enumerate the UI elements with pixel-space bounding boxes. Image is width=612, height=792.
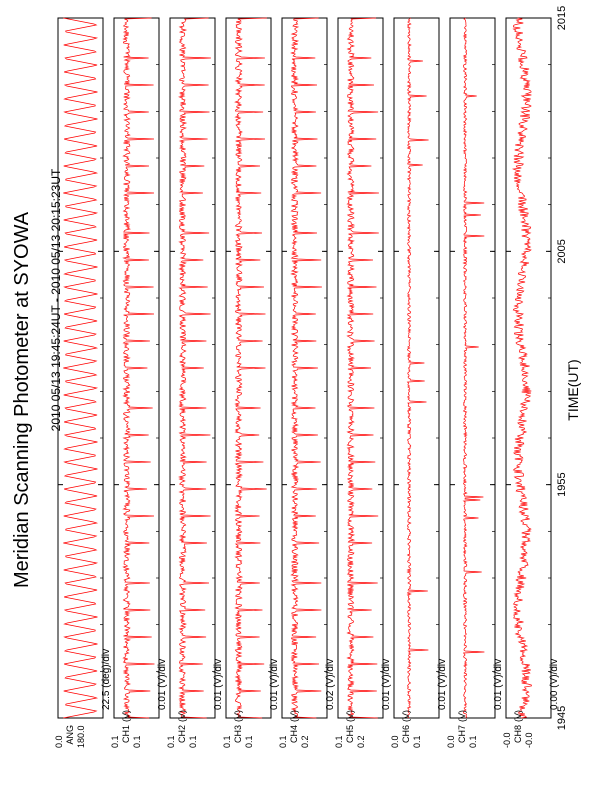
scale-label-ang: 22.5 (deg)/div bbox=[101, 648, 112, 710]
panel-ch7 bbox=[450, 18, 495, 718]
tick-bottom-ch1: 0.1 bbox=[110, 735, 120, 748]
panel-ch2 bbox=[170, 18, 215, 718]
panel-frame bbox=[170, 18, 215, 718]
tick-bottom-ch4: 0.1 bbox=[278, 735, 288, 748]
trace-ch8 bbox=[513, 18, 531, 718]
tick-top-ch4: 0.2 bbox=[300, 735, 310, 748]
channel-name-ang: ANG bbox=[65, 725, 75, 745]
panel-frame bbox=[338, 18, 383, 718]
trace-ch2 bbox=[179, 18, 211, 718]
trace-ch3 bbox=[235, 18, 267, 718]
scale-label-ch5: 0.01 (V)/div bbox=[381, 658, 392, 710]
channel-name-ch5: CH5 bbox=[345, 725, 355, 744]
channel-name-ch4: CH4 bbox=[289, 725, 299, 744]
channel-name-ch3: CH3 bbox=[233, 725, 243, 744]
x-tick-label-2015: 2015 bbox=[556, 5, 568, 31]
x-axis-label: TIME(UT) bbox=[565, 359, 581, 421]
tick-top-ch3: 0.1 bbox=[244, 735, 254, 748]
tick-top-ch5: 0.2 bbox=[356, 735, 366, 748]
tick-bottom-ch7: 0.0 bbox=[446, 735, 456, 748]
tick-top-ch8: -0.0 bbox=[524, 732, 534, 748]
scale-label-ch3: 0.01 (V)/div bbox=[269, 658, 280, 710]
time-range-label: 2010 05/13 19:45:24UT - 2010 05/13 20:15:23UT bbox=[49, 168, 63, 432]
panel-ch5 bbox=[338, 18, 383, 718]
trace-ang bbox=[63, 18, 97, 718]
trace-ch4 bbox=[291, 18, 322, 718]
panel-ch6 bbox=[394, 18, 439, 718]
channel-unit: (V) bbox=[289, 710, 299, 722]
panel-ch4 bbox=[282, 18, 327, 718]
panel-ch8 bbox=[506, 18, 551, 718]
tick-bottom-ang: 0.0 bbox=[54, 735, 64, 748]
tick-bottom-ch3: 0.1 bbox=[222, 735, 232, 748]
channel-name-ch2: CH2 bbox=[177, 725, 187, 744]
scale-label-ch2: 0.01 (V)/div bbox=[213, 658, 224, 710]
x-tick-label-1945: 1945 bbox=[556, 705, 568, 731]
channel-unit: (V) bbox=[177, 710, 187, 722]
chart-title: Meridian Scanning Photometer at SYOWA bbox=[11, 211, 33, 589]
panel-frame bbox=[394, 18, 439, 718]
scale-label-ch4: 0.02 (V)/div bbox=[325, 658, 336, 710]
tick-top-ang: 180.0 bbox=[76, 725, 86, 748]
trace-ch5 bbox=[347, 18, 379, 718]
channel-unit: (V) bbox=[121, 710, 131, 722]
panel-ang bbox=[58, 18, 103, 718]
channel-unit: (V) bbox=[233, 710, 243, 722]
channel-name-ch7: CH7 bbox=[457, 725, 467, 744]
tick-bottom-ch2: 0.1 bbox=[166, 735, 176, 748]
trace-ch7 bbox=[464, 18, 485, 718]
scale-label-ch8: 0.00 (V)/div bbox=[549, 658, 560, 710]
tick-bottom-ch6: 0.0 bbox=[390, 735, 400, 748]
scale-label-ch7: 0.01 (V)/div bbox=[493, 658, 504, 710]
tick-top-ch7: 0.1 bbox=[468, 735, 478, 748]
panel-ch3 bbox=[226, 18, 271, 718]
tick-top-ch2: 0.1 bbox=[188, 735, 198, 748]
channel-name-ch8: CH8 bbox=[513, 725, 523, 744]
trace-ch6 bbox=[408, 18, 429, 718]
panel-ch1 bbox=[114, 18, 159, 718]
trace-ch1 bbox=[123, 18, 154, 718]
channel-unit: (V) bbox=[457, 710, 467, 722]
tick-top-ch6: 0.1 bbox=[412, 735, 422, 748]
panel-frame bbox=[282, 18, 327, 718]
channel-name-ch6: CH6 bbox=[401, 725, 411, 744]
channel-name-ch1: CH1 bbox=[121, 725, 131, 744]
tick-top-ch1: 0.1 bbox=[132, 735, 142, 748]
channel-unit: (V) bbox=[513, 710, 523, 722]
panel-frame bbox=[450, 18, 495, 718]
channel-unit: (V) bbox=[345, 710, 355, 722]
scale-label-ch6: 0.01 (V)/div bbox=[437, 658, 448, 710]
x-tick-label-1955: 1955 bbox=[556, 472, 568, 497]
panel-frame bbox=[114, 18, 159, 718]
tick-bottom-ch8: -0.0 bbox=[502, 732, 512, 748]
x-tick-label-2005: 2005 bbox=[556, 239, 568, 264]
channel-unit: (V) bbox=[401, 710, 411, 722]
panel-frame bbox=[506, 18, 551, 718]
tick-bottom-ch5: 0.1 bbox=[334, 735, 344, 748]
scale-label-ch1: 0.01 (V)/div bbox=[157, 658, 168, 710]
